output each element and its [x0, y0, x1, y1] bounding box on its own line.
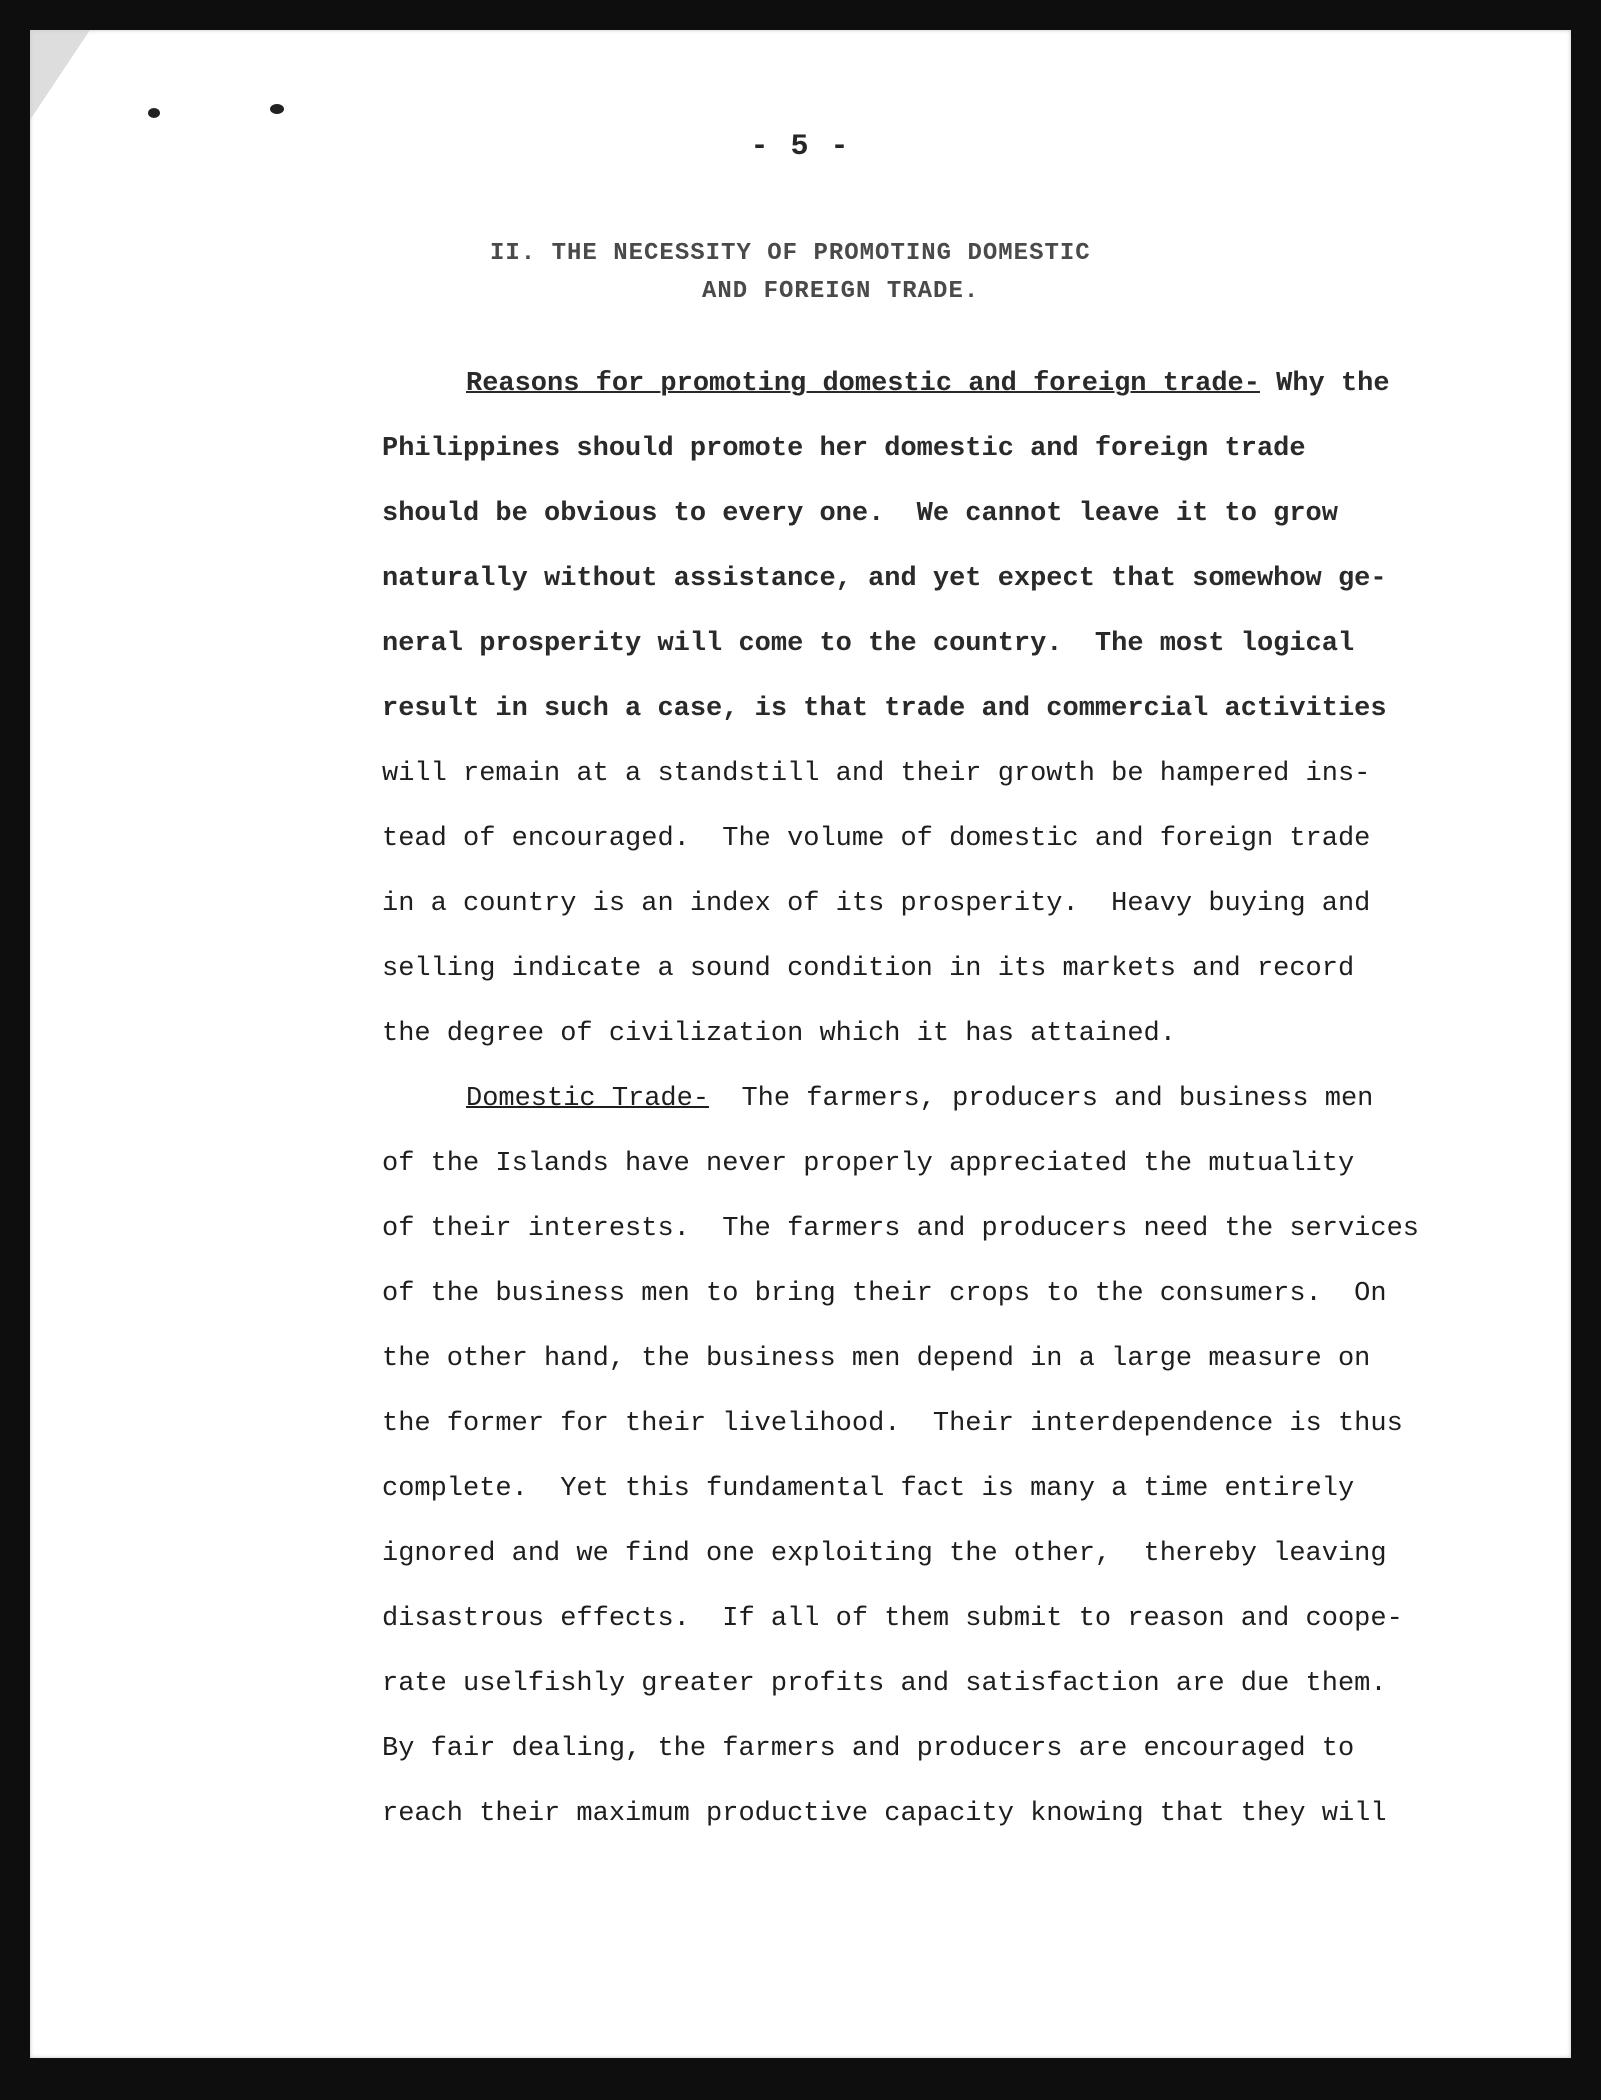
text-line: disastrous effects. If all of them submit to reason and coope-: [382, 1604, 1403, 1634]
text-line: reach their maximum productive capacity knowing that they will: [382, 1799, 1387, 1829]
text-line: will remain at a standstill and their growth be hampered ins-: [382, 759, 1371, 789]
text-line: selling indicate a sound condition in its markets and record: [382, 954, 1355, 984]
text-line: result in such a case, is that trade and commercial activities: [382, 694, 1387, 724]
text-line: of their interests. The farmers and producers need the services: [382, 1214, 1419, 1244]
heading-line-2: AND FOREIGN TRADE.: [702, 278, 980, 305]
ink-speck: [270, 104, 284, 114]
text-line: should be obvious to every one. We cannot leave it to grow: [382, 499, 1338, 529]
section-reasons: [382, 352, 1432, 1067]
first-line-rest: Why the: [1259, 369, 1390, 399]
text-line: tead of encouraged. The volume of domestic and foreign trade: [382, 824, 1371, 854]
section-domestic-trade: [382, 1067, 1432, 1847]
heading-line-1: II. THE NECESSITY OF PROMOTING DOMESTIC: [490, 240, 1091, 267]
ink-speck: [148, 108, 160, 118]
text-line: the former for their livelihood. Their interdependence is thus: [382, 1409, 1403, 1439]
text-line: rate uselfishly greater profits and satisfaction are due them.: [382, 1669, 1387, 1699]
text-line: in a country is an index of its prosperity. Heavy buying and: [382, 889, 1371, 919]
text-line: neral prosperity will come to the country. The most logical: [382, 629, 1355, 659]
document-page: [30, 30, 1571, 2058]
paragraph-first-line: [382, 352, 1432, 417]
text-line: By fair dealing, the farmers and producers are encouraged to: [382, 1734, 1355, 1764]
paragraph-first-line: [382, 1067, 1432, 1132]
text-line: the degree of civilization which it has attained.: [382, 1019, 1176, 1049]
text-line: of the Islands have never properly appreciated the mutuality: [382, 1149, 1355, 1179]
text-line: complete. Yet this fundamental fact is many a time entirely: [382, 1474, 1355, 1504]
page-number: - 5 -: [750, 130, 851, 164]
page-fold-corner: [30, 30, 90, 120]
text-line: naturally without assistance, and yet expect that somewhow ge-: [382, 564, 1387, 594]
first-line-rest: The farmers, producers and business men: [709, 1084, 1374, 1114]
text-line: Philippines should promote her domestic and foreign trade: [382, 434, 1306, 464]
section-title-reasons: Reasons for promoting domestic and foreign trade-: [466, 369, 1260, 399]
chapter-heading: [490, 235, 1350, 311]
text-line: ignored and we find one exploiting the other, thereby leaving: [382, 1539, 1387, 1569]
text-line: of the business men to bring their crops to the consumers. On: [382, 1279, 1387, 1309]
section-title-domestic-trade: Domestic Trade-: [466, 1084, 710, 1114]
text-line: the other hand, the business men depend in a large measure on: [382, 1344, 1371, 1374]
